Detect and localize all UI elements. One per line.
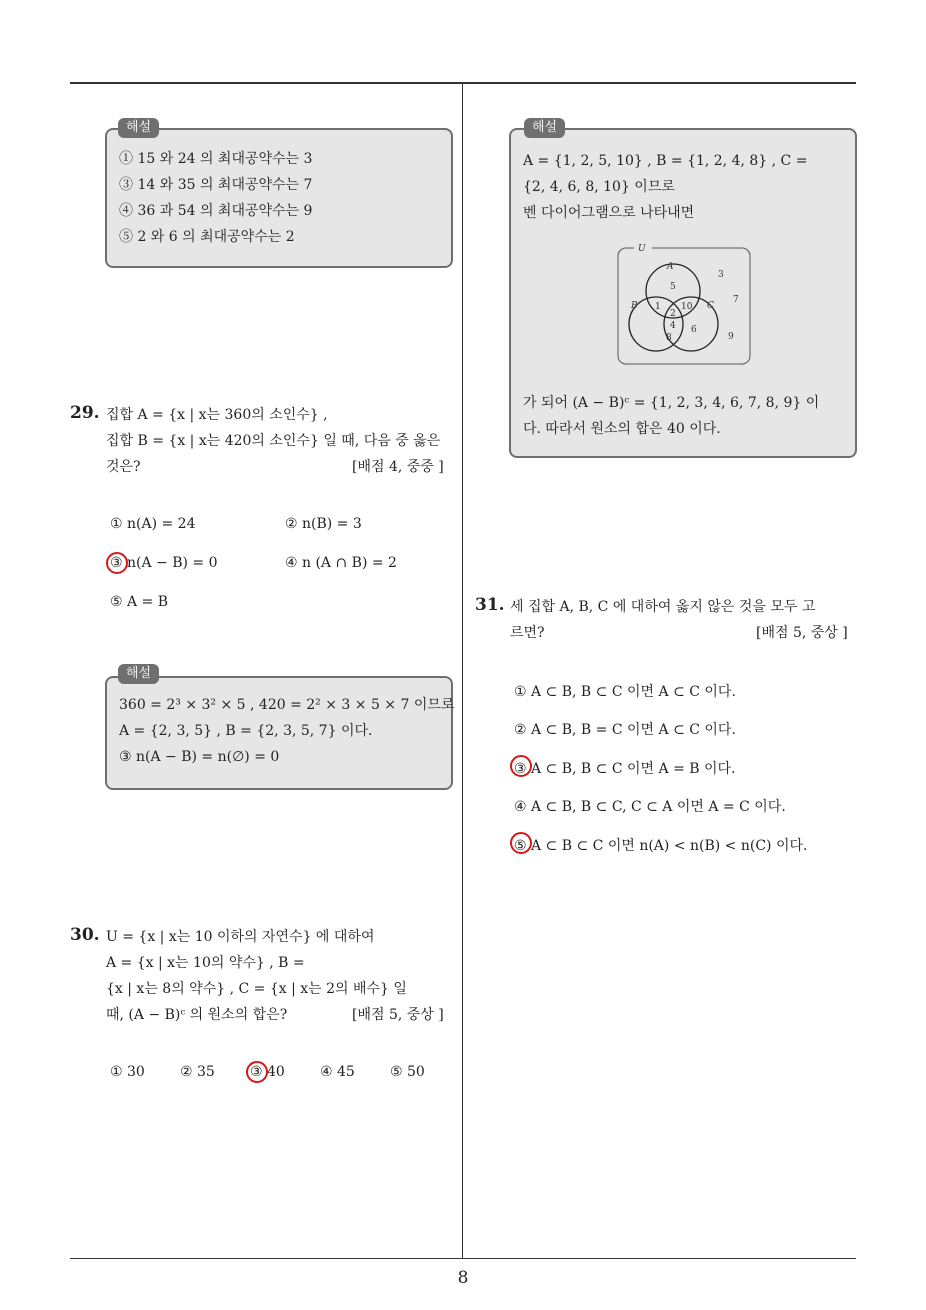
question-29-line: 집합 A = {x | x는 360의 소인수} , — [106, 407, 328, 423]
explanation-line: ① 15 와 24 의 최대공약수는 3 — [119, 151, 313, 167]
question-29-line: 것은? — [106, 459, 141, 475]
svg-text:4: 4 — [670, 321, 676, 331]
question-31-line: 르면? — [510, 625, 545, 641]
q30-option-2[interactable]: ② 35 — [180, 1064, 215, 1080]
question-31-number: 31. — [475, 595, 505, 615]
explanation-tag: 해설 — [524, 118, 565, 138]
explanation-tag: 해설 — [118, 664, 159, 684]
answer-circle-mark — [510, 755, 532, 777]
q30-option-1[interactable]: ① 30 — [110, 1064, 145, 1080]
q30-option-3[interactable]: ③ 40 — [250, 1064, 285, 1080]
top-rule — [70, 82, 856, 84]
svg-text:10: 10 — [681, 302, 693, 312]
question-30-line: {x | x는 8의 약수} , C = {x | x는 2의 배수} 일 — [106, 981, 407, 997]
explanation-box-28 — [105, 128, 453, 268]
svg-text:2: 2 — [670, 309, 676, 319]
q31-option-3[interactable]: ③ A ⊂ B, B ⊂ C 이면 A = B 이다. — [514, 761, 736, 777]
venn-diagram — [616, 244, 756, 368]
page-number: 8 — [457, 1268, 469, 1288]
q30-option-5[interactable]: ⑤ 50 — [390, 1064, 425, 1080]
q31-option-1[interactable]: ① A ⊂ B, B ⊂ C 이면 A ⊂ C 이다. — [514, 684, 736, 700]
question-30-line: A = {x | x는 10의 약수} , B = — [106, 955, 305, 971]
q31-option-2[interactable]: ② A ⊂ B, B = C 이면 A ⊂ C 이다. — [514, 722, 736, 738]
explanation-tag: 해설 — [118, 118, 159, 138]
q31-option-5[interactable]: ⑤ A ⊂ B ⊂ C 이면 n(A) < n(B) < n(C) 이다. — [514, 838, 808, 854]
svg-text:6: 6 — [691, 325, 697, 335]
explanation-box-29 — [105, 676, 453, 790]
question-31-line: 세 집합 A, B, C 에 대하여 옳지 않은 것을 모두 고 — [510, 599, 816, 615]
question-31-score: [배점 5, 중상 ] — [756, 625, 848, 641]
explanation-line: ④ 36 과 54 의 최대공약수는 9 — [119, 203, 313, 219]
svg-text:5: 5 — [670, 282, 676, 292]
explanation-box-30 — [509, 128, 857, 458]
explanation-line: ⑤ 2 와 6 의 최대공약수는 2 — [119, 229, 295, 245]
question-30-line: 때, (A − B)ᶜ 의 원소의 합은? — [106, 1007, 288, 1023]
question-29-line: 집합 B = {x | x는 420의 소인수} 일 때, 다음 중 옳은 — [106, 433, 441, 449]
svg-text:9: 9 — [728, 332, 734, 342]
explanation-line: A = {2, 3, 5} , B = {2, 3, 5, 7} 이다. — [119, 723, 373, 739]
q29-option-4[interactable]: ④ n (A ∩ B) = 2 — [285, 555, 397, 571]
label-U: U — [638, 244, 646, 254]
explanation-line: {2, 4, 6, 8, 10} 이므로 — [523, 179, 675, 195]
svg-text:8: 8 — [666, 333, 672, 343]
svg-text:1: 1 — [655, 302, 661, 312]
bottom-rule — [70, 1258, 856, 1259]
question-29-score: [배점 4, 중중 ] — [352, 459, 444, 475]
q31-option-4[interactable]: ④ A ⊂ B, B ⊂ C, C ⊂ A 이면 A = C 이다. — [514, 799, 786, 815]
answer-circle-mark — [106, 552, 128, 574]
column-divider — [462, 84, 463, 1259]
question-30-number: 30. — [70, 925, 100, 945]
svg-text:3: 3 — [718, 270, 724, 280]
svg-text:7: 7 — [733, 295, 739, 305]
explanation-line: ③ n(A − B) = n(∅) = 0 — [119, 749, 280, 765]
q29-option-5[interactable]: ⑤ A = B — [110, 594, 169, 610]
explanation-line: 360 = 2³ × 3² × 5 , 420 = 2² × 3 × 5 × 7 이므로 — [119, 697, 455, 713]
explanation-line: A = {1, 2, 5, 10} , B = {1, 2, 4, 8} , C = — [523, 153, 808, 169]
label-B: B — [631, 301, 638, 311]
explanation-line: 다. 따라서 원소의 합은 40 이다. — [523, 421, 721, 437]
label-C: C — [707, 301, 714, 311]
explanation-line: 벤 다이어그램으로 나타내면 — [523, 205, 695, 221]
q29-option-3[interactable]: ③ n(A − B) = 0 — [110, 555, 218, 571]
q30-option-4[interactable]: ④ 45 — [320, 1064, 355, 1080]
q29-option-2[interactable]: ② n(B) = 3 — [285, 516, 362, 532]
answer-circle-mark — [510, 832, 532, 854]
question-29-number: 29. — [70, 403, 100, 423]
q29-option-1[interactable]: ① n(A) = 24 — [110, 516, 196, 532]
question-30-score: [배점 5, 중상 ] — [352, 1007, 444, 1023]
answer-circle-mark — [246, 1061, 268, 1083]
question-30-line: U = {x | x는 10 이하의 자연수} 에 대하여 — [106, 929, 375, 945]
explanation-line: ③ 14 와 35 의 최대공약수는 7 — [119, 177, 313, 193]
label-A: A — [667, 262, 674, 272]
explanation-line: 가 되어 (A − B)ᶜ = {1, 2, 3, 4, 6, 7, 8, 9} 이 — [523, 395, 820, 411]
